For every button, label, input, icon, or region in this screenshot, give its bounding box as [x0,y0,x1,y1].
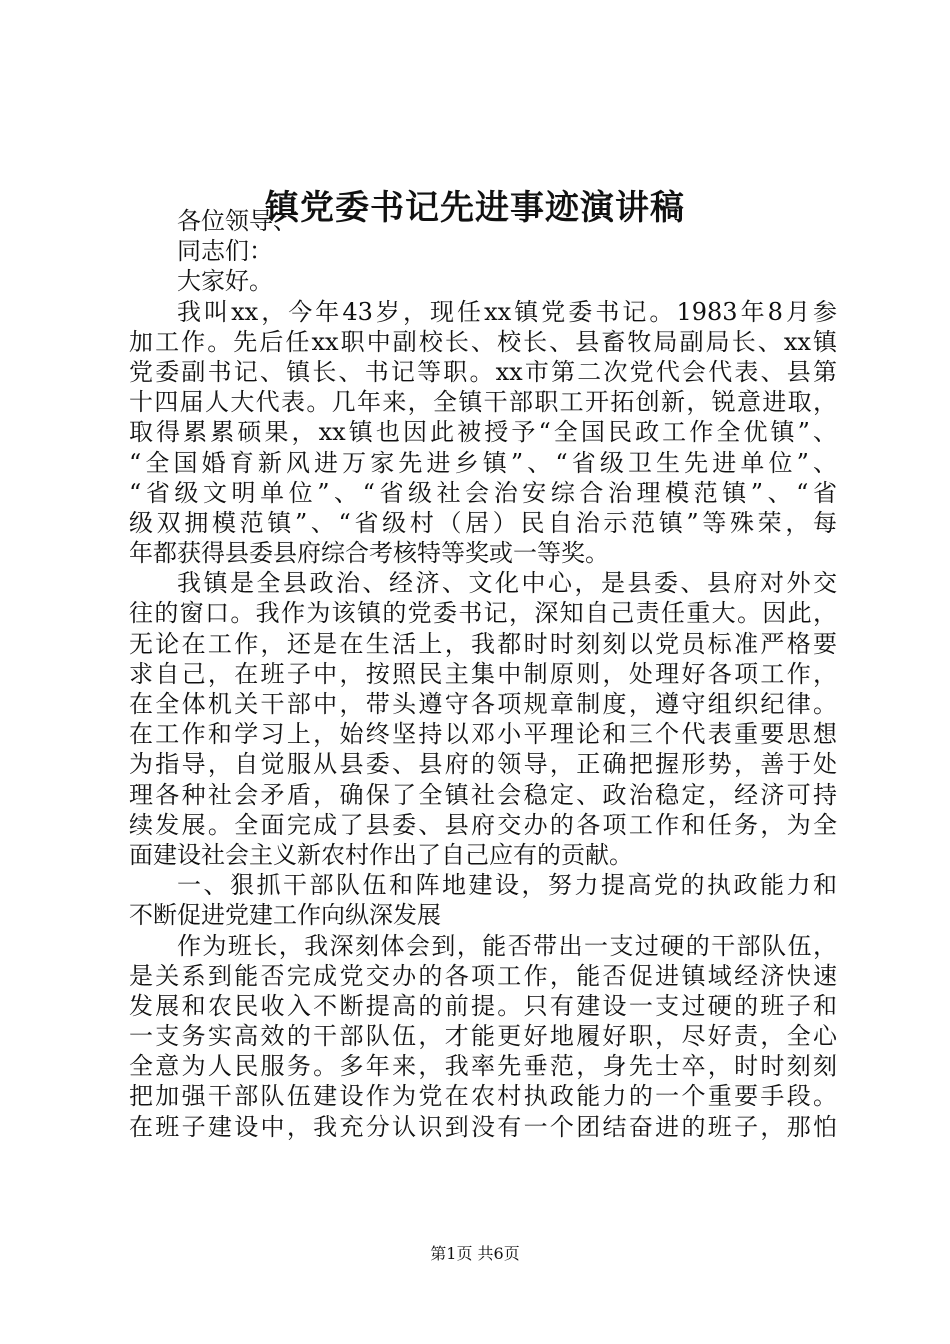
body-line: 大家好。 [177,267,273,296]
body-line: 一、狠抓干部队伍和阵地建设，努力提高党的执政能力和 [177,871,837,900]
body-line: 十四届人大代表。几年来，全镇干部职工开拓创新，锐意进取， [129,388,837,417]
body-line: 我镇是全县政治、经济、文化中心，是县委、县府对外交 [177,569,837,598]
body-line: 同志们： [177,237,273,266]
body-line: 各位领导、 [177,207,297,235]
body-line: 级双拥模范镇”、“省级村（居）民自治示范镇”等殊荣，每 [129,508,837,537]
body-line: 在工作和学习上，始终坚持以邓小平理论和三个代表重要思想 [129,720,837,749]
body-line: 一支务实高效的干部队伍，才能更好地履好职，尽好责，全心 [129,1022,837,1051]
body-line: 加工作。先后任xx职中副校长、校长、县畜牧局副局长、xx镇 [129,327,837,356]
body-line: 理各种社会矛盾，确保了全镇社会稳定、政治稳定，经济可持 [129,780,837,809]
body-line: 求自己，在班子中，按照民主集中制原则，处理好各项工作， [129,659,837,688]
body-line: “省级文明单位”、“省级社会治安综合治理模范镇”、“省 [129,478,837,507]
body-line: 在班子建设中，我充分认识到没有一个团结奋进的班子，那怕 [129,1112,837,1141]
body-line: 是关系到能否完成党交办的各项工作，能否促进镇域经济快速 [129,961,837,990]
body-line: 把加强干部队伍建设作为党在农村执政能力的一个重要手段。 [129,1082,837,1111]
page-footer: 第1页 共6页 [430,1244,520,1263]
body-line: 全意为人民服务。多年来，我率先垂范，身先士卒，时时刻刻 [129,1052,837,1081]
body-line: “全国婚育新风进万家先进乡镇”、“省级卫生先进单位”、 [129,448,837,477]
body-line: 面建设社会主义新农村作出了自己应有的贡献。 [129,840,633,869]
body-line: 往的窗口。我作为该镇的党委书记，深知自己责任重大。因此， [129,599,837,628]
document-body [129,206,837,1142]
body-line: 取得累累硕果，xx镇也因此被授予“全国民政工作全优镇”、 [129,418,837,447]
body-line: 年都获得县委县府综合考核特等奖或一等奖。 [129,539,609,568]
document-title: 镇党委书记先进事迹演讲稿 [265,188,685,228]
body-line: 发展和农民收入不断提高的前提。只有建设一支过硬的班子和 [129,991,837,1020]
body-line: 作为班长，我深刻体会到，能否带出一支过硬的干部队伍， [177,931,837,960]
body-line: 我叫xx，今年43岁，现任xx镇党委书记。1983年8月参 [177,297,837,326]
body-line: 为指导，自觉服从县委、县府的领导，正确把握形势，善于处 [129,750,837,779]
body-line: 无论在工作，还是在生活上，我都时时刻刻以党员标准严格要 [129,629,837,658]
body-line: 续发展。全面完成了县委、县府交办的各项工作和任务，为全 [129,810,837,839]
body-line: 在全体机关干部中，带头遵守各项规章制度，遵守组织纪律。 [129,690,837,718]
body-line: 党委副书记、镇长、书记等职。xx市第二次党代会代表、县第 [129,357,837,386]
body-line: 不断促进党建工作向纵深发展 [129,901,441,930]
